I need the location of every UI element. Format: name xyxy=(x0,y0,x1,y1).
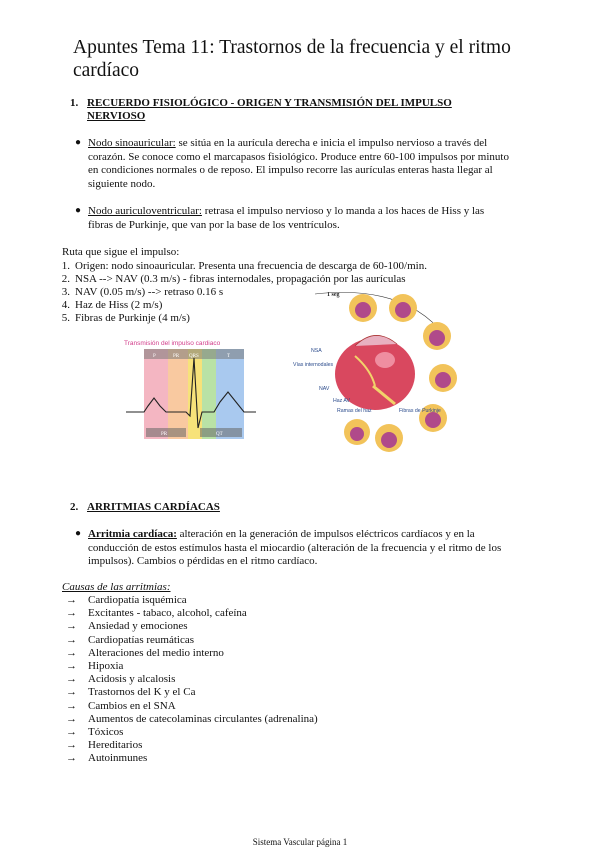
cause-item xyxy=(66,634,194,647)
causes-label: Causas de las arritmias: xyxy=(62,581,171,593)
text-line: alteración en la generación de impulsos eléctricos cardíacos y en la xyxy=(176,528,475,540)
term-nodo-auriculoventricular: Nodo auriculoventricular: xyxy=(88,205,202,217)
arrow-icon: → xyxy=(66,633,77,646)
route-item: 2. NSA --> NAV (0.3 m/s) - fibras internodales, propagación por las aurículas xyxy=(61,273,406,285)
bullet-nodo-auriculoventricular xyxy=(88,205,558,232)
bullet-arritmia-cardiaca xyxy=(88,528,558,569)
cause-text: Cambios en el SNA xyxy=(88,699,176,712)
cause-text: Aumentos de catecolaminas circulantes (adrenalina) xyxy=(88,712,318,725)
phase-label: P xyxy=(153,354,156,359)
label-vias: Vías internodales xyxy=(293,362,334,368)
cause-item xyxy=(66,713,318,726)
text-line: conducción de estos estímulos hasta el miocardio (alteración de la frecuencia y el ritmo de los xyxy=(88,541,502,554)
arrow-icon: → xyxy=(66,726,77,738)
label-ramas: Ramas del haz xyxy=(337,408,372,414)
cause-item xyxy=(66,686,195,699)
cause-item xyxy=(66,660,123,673)
cause-item xyxy=(66,607,247,620)
cause-text: Ansiedad y emociones xyxy=(88,620,188,633)
label-nav: NAV xyxy=(319,386,330,392)
ecg-figure xyxy=(120,336,260,442)
arrow-icon: → xyxy=(66,673,77,686)
phase-p-band xyxy=(144,349,168,439)
arrow-icon: → xyxy=(66,752,77,765)
cause-text: Hipoxia xyxy=(88,660,124,672)
time-label: 1 seg xyxy=(327,292,340,298)
text-line: en condiciones normales o de reposo. El impulso recorre las aurículas enteras hasta llegar al xyxy=(88,164,493,176)
label-nsa: NSA xyxy=(311,348,322,354)
text-line: retrasa el impulso nervioso y lo manda a los haces de Hiss y las xyxy=(201,205,485,217)
arrow-icon: → xyxy=(66,660,77,672)
page-footer: Sistema Vascular página 1 xyxy=(252,837,348,847)
mini-heart xyxy=(344,419,370,445)
cause-item xyxy=(66,700,176,713)
page-title: Apuntes Tema 11: Trastornos de la frecuencia y el ritmo cardíaco xyxy=(73,37,511,81)
arrow-icon: → xyxy=(66,699,77,712)
cause-text: Trastornos del K y el Ca xyxy=(88,686,196,699)
route-item: 4. Haz de Hiss (2 m/s) xyxy=(61,299,163,311)
arrow-icon: → xyxy=(66,607,77,620)
phase-st-band xyxy=(202,349,216,439)
bullet-icon: ● xyxy=(75,137,82,148)
route-item: 5. Fibras de Purkinje (4 m/s) xyxy=(61,312,190,324)
section-1-title-line-2: NERVIOSO xyxy=(87,110,146,122)
route-item: 3. NAV (0.05 m/s) --> retraso 0.16 s xyxy=(61,286,224,298)
cause-item xyxy=(66,647,224,660)
mini-heart xyxy=(429,364,457,392)
text-line: se sitúa en la aurícula derecha e inicia el impulso nervioso a través del xyxy=(175,137,488,149)
label-fibras: Fibras de Purkinje xyxy=(399,408,441,414)
arrow-icon: → xyxy=(66,712,77,725)
bullet-icon: ● xyxy=(75,205,82,216)
cause-text: Cardiopatía isquémica xyxy=(88,594,187,606)
mini-heart xyxy=(423,322,451,350)
section-2-number: 2. xyxy=(70,501,79,513)
arrow-icon: → xyxy=(66,686,77,699)
phase-qrs-band xyxy=(188,349,202,439)
text-line: fibras de Purkinje, que van por la base de los ventrículos. xyxy=(88,218,340,231)
cause-item xyxy=(66,620,188,633)
cause-text: Excitantes - tabaco, alcohol, cafeína xyxy=(88,607,247,620)
phase-pr-band xyxy=(168,349,188,439)
cause-text: Tóxicos xyxy=(88,726,124,738)
bullet-icon: ● xyxy=(75,528,82,539)
cause-text: Cardiopatías reumáticas xyxy=(88,633,194,646)
section-1-number: 1. xyxy=(70,97,79,109)
term-arritmia-cardiaca: Arritmia cardíaca: xyxy=(88,528,177,540)
section-1-heading xyxy=(70,97,530,123)
bullet-nodo-sinoauricular xyxy=(88,137,558,191)
interval-label: QT xyxy=(216,432,223,437)
term-nodo-sinoauricular: Nodo sinoauricular: xyxy=(88,137,176,149)
arrow-icon: → xyxy=(66,646,77,659)
cause-item xyxy=(66,594,187,607)
interval-label: PR xyxy=(161,432,168,437)
cause-text: Acidosis y alcalosis xyxy=(88,673,176,686)
cause-text: Hereditarios xyxy=(88,739,143,752)
ecg-title: Transmisión del impulso cardiaco xyxy=(124,340,221,347)
cause-item xyxy=(66,726,123,739)
mini-heart xyxy=(349,294,377,322)
mini-heart xyxy=(389,294,417,322)
cause-item xyxy=(66,739,142,752)
label-haz: Haz AV xyxy=(333,398,350,404)
phase-label: T xyxy=(227,354,231,359)
arrow-icon: → xyxy=(66,620,77,633)
arrow-icon: → xyxy=(66,739,77,752)
cause-item xyxy=(66,752,147,765)
mini-heart xyxy=(375,424,403,452)
cause-text: Autoinmunes xyxy=(88,752,148,765)
phase-label: PR xyxy=(173,354,180,359)
route-label: Ruta que sigue el impulso: xyxy=(62,246,180,258)
text-line: siguiente nodo. xyxy=(88,177,156,190)
section-1-title-line-1: RECUERDO FISIOLÓGICO - ORIGEN Y TRANSMISIÓN DEL IMPULSO xyxy=(87,97,452,109)
arrow-icon: → xyxy=(66,594,77,606)
section-2-heading xyxy=(70,501,220,514)
cause-text: Alteraciones del medio interno xyxy=(88,646,224,659)
route-item: 1. Origen: nodo sinoauricular. Presenta una frecuencia de descarga de 60-100/min. xyxy=(61,260,427,272)
cause-item xyxy=(66,673,175,686)
text-line: corazón. Se conoce como el marcapasos fisiológico. Produce entre 60-100 impulsos por minuto xyxy=(88,150,509,163)
text-line: impulsos). Cambios o pérdidas en el ritmo cardíaco. xyxy=(88,555,318,567)
section-2-title: ARRITMIAS CARDÍACAS xyxy=(87,501,220,513)
phase-label: QRS xyxy=(189,354,199,359)
heart-conduction-figure xyxy=(285,286,470,456)
